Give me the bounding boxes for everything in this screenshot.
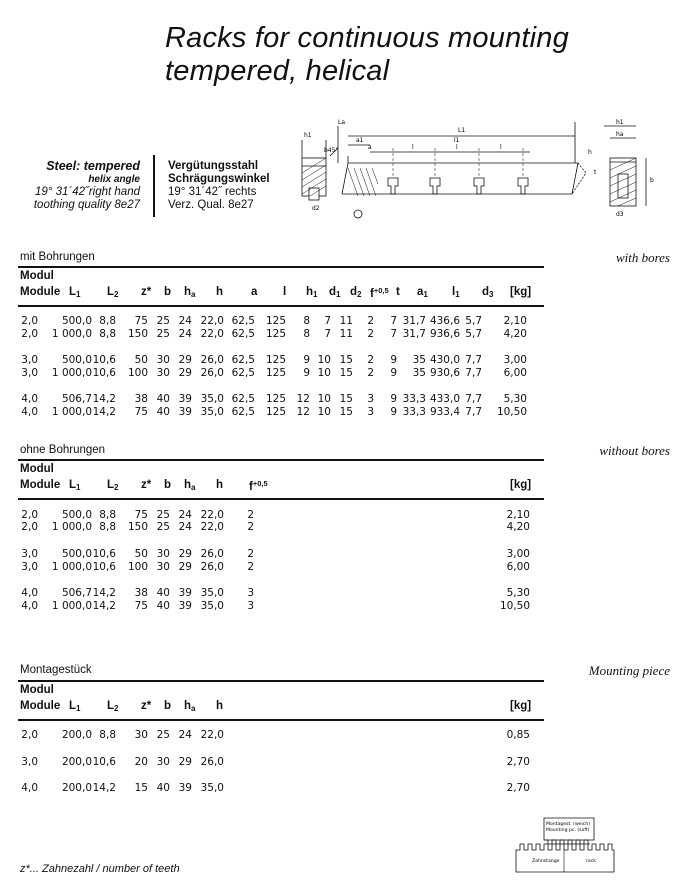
- table-cell: 125: [265, 367, 286, 379]
- rack-technical-drawing: [290, 118, 670, 228]
- rack-long-view: [338, 122, 586, 218]
- table-cell: 9: [390, 393, 397, 405]
- table-cell: 10,6: [92, 561, 116, 573]
- page-title: [165, 22, 569, 88]
- table-cell: 15: [339, 406, 353, 418]
- col-h: h: [216, 286, 224, 298]
- table-cell: 1 000,0: [51, 600, 92, 612]
- title-line-2: tempered, helical: [165, 55, 390, 87]
- table-cell: 11: [339, 315, 353, 327]
- table-row: [20, 393, 546, 406]
- table-cell: 35,0: [200, 587, 224, 599]
- table-cell: 100: [127, 561, 148, 573]
- table-cell: 25: [156, 521, 170, 533]
- table-cell: 10,6: [92, 354, 116, 366]
- table-cell: 500,0: [61, 315, 92, 327]
- table-cell: 22,0: [200, 729, 224, 741]
- table-cell: 25: [156, 328, 170, 340]
- table-cell: 933,4: [429, 406, 460, 418]
- table-cell: 22,0: [200, 328, 224, 340]
- table-cell: 38: [134, 587, 148, 599]
- table-cell: 62,5: [231, 315, 255, 327]
- table-row: [20, 587, 546, 600]
- col-l1: $L_1$: [69, 700, 81, 713]
- table-cell: 8,8: [99, 729, 116, 741]
- col-l2: $L_2$: [107, 700, 119, 713]
- table-cell: 40: [156, 587, 170, 599]
- spec-quality-en: toothing quality 8e27: [33, 199, 140, 211]
- col-d2: $d_2$: [350, 286, 362, 299]
- table-cell: 8: [303, 328, 310, 340]
- table-cell: 8,8: [99, 521, 116, 533]
- table-cell: 12: [296, 406, 310, 418]
- table-cell: 2,70: [506, 782, 530, 794]
- dim-l-1: l: [412, 144, 414, 151]
- table-cell: 22,0: [200, 521, 224, 533]
- table-cell: 506,7: [61, 587, 92, 599]
- table-cell: 22,0: [200, 315, 224, 327]
- table-cell: 3: [247, 600, 254, 612]
- table-cell: 40: [156, 782, 170, 794]
- header-rule: [18, 719, 544, 721]
- col-l2: $L_2$: [107, 479, 119, 492]
- spec-helix-value-en: 19° 31´42˝right hand: [35, 186, 140, 198]
- col-z: z*: [141, 286, 152, 298]
- dim-l1: L1: [458, 127, 466, 134]
- table-row: [20, 561, 546, 574]
- header-modul: Modul: [20, 463, 54, 475]
- table-cell: 7,7: [465, 393, 482, 405]
- table-cell: 9: [390, 406, 397, 418]
- table-cell: 5,7: [465, 315, 482, 327]
- table-cell: 62,5: [231, 406, 255, 418]
- table-cell: 14,2: [92, 393, 116, 405]
- dim-h1-side: h1: [304, 132, 312, 139]
- header-rule: [18, 305, 544, 307]
- table-cell: 500,0: [61, 548, 92, 560]
- table-cell: 8,8: [99, 328, 116, 340]
- table-cell: 24: [178, 328, 192, 340]
- table-cell: 2: [247, 561, 254, 573]
- table-cell: 26,0: [200, 367, 224, 379]
- table-cell: 10: [317, 367, 331, 379]
- table-cell: 3,0: [21, 367, 38, 379]
- table-cell: 30: [156, 561, 170, 573]
- table-row: [20, 548, 546, 561]
- section-mounting-label: Montagestück: [20, 664, 92, 676]
- dim-l-2: l: [456, 144, 458, 151]
- table-cell: 1 000,0: [51, 406, 92, 418]
- col-h: h: [216, 479, 224, 491]
- spec-helix-label-en: helix angle: [88, 174, 140, 185]
- dim-h1-end: h1: [616, 119, 624, 126]
- table-cell: 7: [324, 315, 331, 327]
- spec-german: [168, 160, 270, 212]
- table-cell: 506,7: [61, 393, 92, 405]
- table-cell: 15: [339, 354, 353, 366]
- table-cell: 2: [367, 354, 374, 366]
- table-cell: 2,10: [503, 315, 527, 327]
- table-cell: 125: [265, 328, 286, 340]
- table-cell: 29: [178, 561, 192, 573]
- col-b: b: [164, 286, 172, 298]
- table-cell: 40: [156, 406, 170, 418]
- table-row: [20, 315, 546, 328]
- col-f: $f^{+0,5}$: [249, 479, 268, 493]
- table-cell: 24: [178, 521, 192, 533]
- table-cell: 10: [317, 406, 331, 418]
- dim-a1: a1: [356, 137, 364, 144]
- table-cell: 30: [156, 548, 170, 560]
- table-cell: 38: [134, 393, 148, 405]
- table-cell: 3: [367, 393, 374, 405]
- table-cell: 8: [303, 315, 310, 327]
- table-cell: 936,6: [429, 328, 460, 340]
- table-cell: 5,7: [465, 328, 482, 340]
- table-cell: 14,2: [92, 600, 116, 612]
- table-row: [20, 782, 546, 795]
- table-cell: 1 000,0: [51, 367, 92, 379]
- table-cell: 3,00: [503, 354, 527, 366]
- table-cell: 35: [412, 354, 426, 366]
- table-cell: 4,0: [21, 600, 38, 612]
- table-cell: 10: [317, 393, 331, 405]
- col-t: t: [396, 286, 400, 298]
- table-cell: 2: [367, 315, 374, 327]
- section-rule: [18, 266, 544, 268]
- col-h1: $h_1$: [306, 286, 318, 299]
- section-rule: [18, 680, 544, 682]
- table-cell: 39: [178, 393, 192, 405]
- col-ha: $h_a$: [184, 286, 196, 299]
- table-cell: 14,2: [92, 406, 116, 418]
- table-cell: 1 000,0: [51, 561, 92, 573]
- table-cell: 2,70: [506, 756, 530, 768]
- table-cell: 0,85: [506, 729, 530, 741]
- table-cell: 40: [156, 393, 170, 405]
- rack-end-view: [604, 126, 646, 206]
- col-a1: $a_1$: [417, 286, 428, 299]
- header-modul: Modul: [20, 270, 54, 282]
- table-cell: 200,0: [61, 729, 92, 741]
- table-cell: 8,8: [99, 315, 116, 327]
- dim-h-end: h: [588, 149, 592, 156]
- table-cell: 39: [178, 587, 192, 599]
- table-cell: 9: [390, 354, 397, 366]
- table-header-nobores: [20, 463, 546, 499]
- table-row: [20, 521, 546, 534]
- spec-divider: [153, 155, 155, 217]
- table-cell: 2: [367, 328, 374, 340]
- table-cell: 15: [339, 367, 353, 379]
- table-cell: 50: [134, 354, 148, 366]
- table-cell: 62,5: [231, 367, 255, 379]
- table-cell: 50: [134, 548, 148, 560]
- table-row: [20, 354, 546, 367]
- table-cell: 430,0: [429, 354, 460, 366]
- table-cell: 35,0: [200, 782, 224, 794]
- table-cell: 10,6: [92, 548, 116, 560]
- table-cell: 15: [339, 393, 353, 405]
- table-cell: 2: [247, 521, 254, 533]
- table-cell: 26,0: [200, 354, 224, 366]
- table-header-bores: [20, 270, 546, 306]
- table-cell: 200,0: [61, 782, 92, 794]
- table-cell: 75: [134, 406, 148, 418]
- table-cell: 125: [265, 393, 286, 405]
- table-cell: 25: [156, 729, 170, 741]
- col-l1: $L_1$: [69, 286, 81, 299]
- table-cell: 15: [134, 782, 148, 794]
- table-cell: 1 000,0: [51, 521, 92, 533]
- table-cell: 29: [178, 756, 192, 768]
- table-cell: 10,6: [92, 367, 116, 379]
- table-cell: 125: [265, 354, 286, 366]
- table-cell: 2,0: [21, 328, 38, 340]
- spec-helix-label-de: Schrägungswinkel: [168, 173, 270, 185]
- table-row: [20, 756, 546, 769]
- col-ha: $h_a$: [184, 479, 196, 492]
- col-kg: [kg]: [510, 286, 532, 298]
- table-cell: 8,8: [99, 509, 116, 521]
- table-cell: 7: [324, 328, 331, 340]
- table-row: [20, 367, 546, 380]
- table-cell: 4,20: [506, 521, 530, 533]
- col-b: b: [164, 700, 172, 712]
- table-cell: 75: [134, 509, 148, 521]
- table-row: [20, 729, 546, 742]
- table-cell: 500,0: [61, 354, 92, 366]
- col-kg: [kg]: [510, 700, 532, 712]
- table-cell: 30: [134, 729, 148, 741]
- table-cell: 10,50: [499, 600, 530, 612]
- table-cell: 7,7: [465, 367, 482, 379]
- mounting-label-de: Montagest. (weich): [546, 822, 591, 827]
- table-cell: 22,0: [200, 509, 224, 521]
- spec-english: [14, 160, 140, 212]
- table-cell: 39: [178, 600, 192, 612]
- col-ha: $h_a$: [184, 700, 196, 713]
- table-cell: 40: [156, 600, 170, 612]
- table-cell: 4,20: [503, 328, 527, 340]
- table-cell: 3,0: [21, 354, 38, 366]
- dim-a: a: [368, 144, 372, 151]
- table-cell: 10,50: [496, 406, 527, 418]
- header-module: Module: [20, 286, 61, 298]
- table-cell: 436,6: [429, 315, 460, 327]
- table-cell: 2,10: [506, 509, 530, 521]
- table-cell: 24: [178, 315, 192, 327]
- table-cell: 9: [390, 367, 397, 379]
- table-cell: 10,6: [92, 756, 116, 768]
- spec-material-en: Steel: tempered: [46, 159, 140, 173]
- table-cell: 31,7: [402, 328, 426, 340]
- table-cell: 35,0: [200, 393, 224, 405]
- table-cell: 26,0: [200, 756, 224, 768]
- table-cell: 500,0: [61, 509, 92, 521]
- table-header-mounting: [20, 684, 546, 720]
- dim-t: t: [594, 169, 597, 176]
- table-cell: 4,0: [21, 393, 38, 405]
- table-cell: 3: [247, 587, 254, 599]
- table-cell: 2: [247, 548, 254, 560]
- table-cell: 30: [156, 756, 170, 768]
- table-cell: 29: [178, 367, 192, 379]
- header-modul: Modul: [20, 684, 54, 696]
- table-cell: 75: [134, 600, 148, 612]
- dim-la: La: [338, 119, 346, 126]
- table-cell: 12: [296, 393, 310, 405]
- table-cell: 5,30: [503, 393, 527, 405]
- table-cell: 14,2: [92, 782, 116, 794]
- table-cell: 7,7: [465, 406, 482, 418]
- table-cell: 200,0: [61, 756, 92, 768]
- section-rule: [18, 459, 544, 461]
- table-cell: 9: [303, 354, 310, 366]
- table-cell: 930,6: [429, 367, 460, 379]
- header-module: Module: [20, 700, 61, 712]
- col-d3: $d_3$: [482, 286, 494, 299]
- table-cell: 3: [367, 406, 374, 418]
- table-cell: 125: [265, 315, 286, 327]
- section-mounting-label-en: Mounting piece: [588, 663, 670, 678]
- dim-d3: d3: [616, 211, 624, 218]
- mounting-label-en: Mounting pc. (soft): [546, 828, 590, 833]
- table-cell: 11: [339, 328, 353, 340]
- col-l1: $L_1$: [69, 479, 81, 492]
- section-without-bores-label-en: without bores: [599, 443, 670, 458]
- dim-b: b: [650, 177, 654, 184]
- table-cell: 150: [127, 328, 148, 340]
- table-cell: 20: [134, 756, 148, 768]
- table-cell: 26,0: [200, 561, 224, 573]
- table-row: [20, 600, 546, 613]
- table-cell: 30: [156, 367, 170, 379]
- dim-l-3: l: [500, 144, 502, 151]
- table-cell: 62,5: [231, 393, 255, 405]
- col-h: h: [216, 700, 224, 712]
- section-with-bores-label-en: with bores: [615, 250, 670, 265]
- table-cell: 4,0: [21, 782, 38, 794]
- table-cell: 24: [178, 729, 192, 741]
- table-cell: 75: [134, 315, 148, 327]
- dim-d2: d2: [312, 205, 320, 212]
- table-cell: 26,0: [200, 548, 224, 560]
- table-cell: 150: [127, 521, 148, 533]
- table-cell: 4,0: [21, 587, 38, 599]
- table-cell: 2: [367, 367, 374, 379]
- table-cell: 7,7: [465, 354, 482, 366]
- col-l1b: $l_1$: [452, 286, 460, 299]
- table-cell: 5,30: [506, 587, 530, 599]
- table-cell: 35,0: [200, 600, 224, 612]
- table-cell: 2,0: [21, 729, 38, 741]
- table-cell: 39: [178, 406, 192, 418]
- table-cell: 3,0: [21, 561, 38, 573]
- rack-label-en: rack: [586, 859, 596, 864]
- table-cell: 4,0: [21, 406, 38, 418]
- col-z: z*: [141, 479, 152, 491]
- table-cell: 2,0: [21, 315, 38, 327]
- col-z: z*: [141, 700, 152, 712]
- table-cell: 2,0: [21, 509, 38, 521]
- table-cell: 33,3: [402, 393, 426, 405]
- table-cell: 100: [127, 367, 148, 379]
- table-cell: 30: [156, 354, 170, 366]
- table-cell: 25: [156, 315, 170, 327]
- spec-material-de: Vergütungsstahl: [168, 160, 259, 172]
- table-cell: 35: [412, 367, 426, 379]
- table-cell: 29: [178, 354, 192, 366]
- table-cell: 39: [178, 782, 192, 794]
- table-cell: 35,0: [200, 406, 224, 418]
- table-cell: 62,5: [231, 328, 255, 340]
- table-cell: 10: [317, 354, 331, 366]
- table-cell: 14,2: [92, 587, 116, 599]
- dim-ha: ha: [616, 131, 624, 138]
- table-row: [20, 328, 546, 341]
- header-module: Module: [20, 479, 61, 491]
- title-line-1: Racks for continuous mounting: [165, 22, 569, 54]
- table-cell: 433,0: [429, 393, 460, 405]
- table-cell: 7: [390, 328, 397, 340]
- col-l: l: [283, 286, 287, 298]
- dim-chamfer: b45°: [324, 147, 339, 154]
- table-cell: 6,00: [503, 367, 527, 379]
- col-l2: $L_2$: [107, 286, 119, 299]
- col-b: b: [164, 479, 172, 491]
- dim-l1-inner: l1: [454, 137, 460, 144]
- table-cell: 3,00: [506, 548, 530, 560]
- section-without-bores-label: ohne Bohrungen: [20, 444, 106, 456]
- table-cell: 125: [265, 406, 286, 418]
- table-cell: 25: [156, 509, 170, 521]
- table-cell: 24: [178, 509, 192, 521]
- table-cell: 7: [390, 315, 397, 327]
- table-cell: 6,00: [506, 561, 530, 573]
- table-row: [20, 406, 546, 419]
- table-cell: 2: [247, 509, 254, 521]
- header-rule: [18, 498, 544, 500]
- table-cell: 3,0: [21, 756, 38, 768]
- table-cell: 1 000,0: [51, 328, 92, 340]
- table-cell: 33,3: [402, 406, 426, 418]
- col-a: a: [251, 286, 258, 298]
- spec-quality-de: Verz. Qual. 8e27: [168, 199, 254, 211]
- table-cell: 31,7: [402, 315, 426, 327]
- mounting-piece-sketch: [514, 814, 626, 874]
- section-with-bores-label: mit Bohrungen: [20, 251, 95, 263]
- rack-label-de: Zahnstange: [532, 859, 560, 864]
- table-cell: 3,0: [21, 548, 38, 560]
- col-d1: $d_1$: [329, 286, 341, 299]
- table-cell: 9: [303, 367, 310, 379]
- table-cell: 29: [178, 548, 192, 560]
- col-kg: [kg]: [510, 479, 532, 491]
- table-cell: 2,0: [21, 521, 38, 533]
- table-cell: 62,5: [231, 354, 255, 366]
- col-f: $f^{+0,5}$: [370, 286, 389, 300]
- spec-helix-value-de: 19° 31´42˝ rechts: [168, 186, 257, 198]
- footnote: z*... Zahnezahl / number of teeth: [20, 863, 180, 875]
